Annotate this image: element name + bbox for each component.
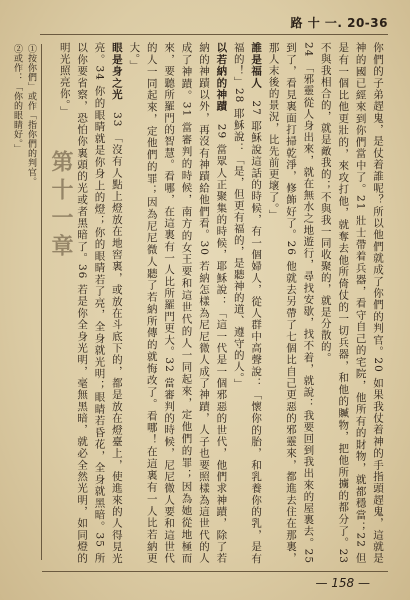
paragraph-3 xyxy=(229,42,264,564)
paragraph-3-text: 27 耶穌說這話的時候，有一個婦人，從人群中高聲說：「懷你的胎，和乳養你的乳，是有福的！」28 耶穌說：「是，但更有福的，是聽神的道、遵守的人。」 xyxy=(232,42,263,564)
section-heading-eye-light: 眼是身之光 xyxy=(110,42,123,101)
chapter-label: 第十一章 xyxy=(48,150,73,262)
main-text xyxy=(42,42,386,564)
paragraph-4 xyxy=(125,42,229,564)
paragraph-1-text: 你們的子弟趕鬼，是仗着誰呢？所以他們就成了你們的判官。20 如果我仗着神的手指頭趕鬼，這就是神的國已經來到你們當中了。21 壯士帶着兵器，看守自己的宅院，他所有的財物，就都穩當；22 但是有一個比他更壯的，來攻打他，就奪去他所倚仗的一切兵器，和他的贓物，把他所擄的都分了。23 不與我相合的，就是敵我的；不與我一同收聚的，就是分散的。 xyxy=(319,42,384,564)
footer-rule xyxy=(42,571,388,572)
footnotes xyxy=(8,44,42,560)
header-rule xyxy=(40,34,388,35)
section-heading-blessed: 誰是福人 xyxy=(250,42,263,89)
paragraph-5-text: 33 「沒有人點上燈放在地窖裏，或放在斗底下的，都是放在燈臺上，使進來的人得見光亮。34 你的眼睛就是你身上的燈；你的眼睛若了亮，全身就光明；眼睛若昏花，全身就黑暗。35 所以你要省察，恐怕你裏頭的光或者黑暗了。36 若是你全身光明，毫無黑暗，就必全然光明，如同燈的明光照亮你。」 xyxy=(58,42,123,564)
paragraph-4-text: 29 當眾人正聚集的時候，耶穌說：「這一代是一個邪惡的世代，他們求神蹟，除了若納的神蹟以外，再沒有神蹟給他們看。30 若納怎樣為尼尼微人成了神蹟，人子也要照樣為這世代的人成了神蹟。31 當審判的時候，南方的女王要和這世代的人一同起來，定他們的罪；因為她從地極而來，要聽所羅門的智慧。看哪，在這裏有一人比所羅門更大。32 當審判的時候，尼尼微人要和這世代的人一同起來，定他們的罪；因為尼尼微人聽了若納所傳的就悔改了。看哪！在這裏有一人比若納更大。」 xyxy=(128,42,228,564)
section-heading-jonah: 以若納的神蹟 xyxy=(215,42,228,113)
paragraph-5 xyxy=(55,42,125,564)
footnote-1: ①按你們」或作「指你們的判官。 xyxy=(26,44,36,187)
paragraph-2 xyxy=(264,42,316,564)
paragraph-1 xyxy=(316,42,386,564)
running-head: 路 十 一. 20-36 xyxy=(290,16,388,30)
page-number: — 158 — xyxy=(315,576,370,590)
paragraph-2-text: 24 「邪靈從人身出來，就在無水之地遊行，尋找安歇，找不着，就說：我要回到我出來的屋裏去。25 到了，看見裏面打掃乾淨，修飾好了。26 他就去另帶了七個比自己更惡的邪靈來，都進去住在那裏，那人末後的景況，比先前更壞了。」 xyxy=(267,42,315,564)
footnote-2: ②或作：「你的眼睛好。」 xyxy=(12,44,22,154)
